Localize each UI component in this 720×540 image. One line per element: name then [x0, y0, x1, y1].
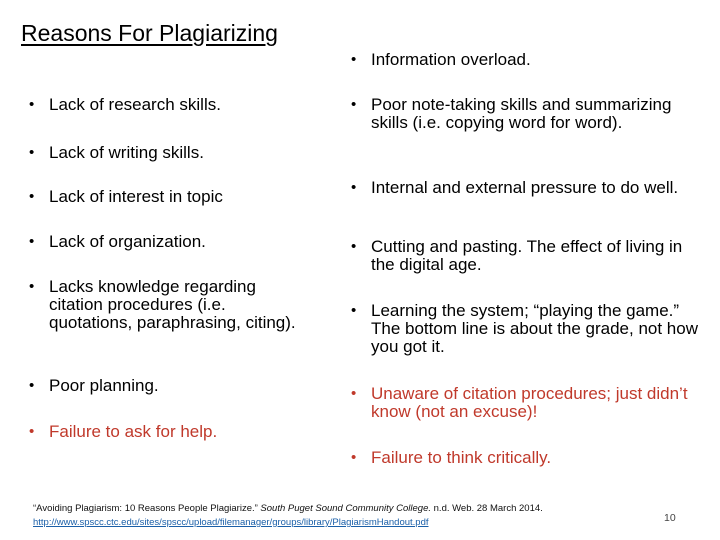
list-item: [351, 385, 706, 421]
citation-title: “Avoiding Plagiarism: 10 Reasons People Plagiarize.”: [33, 503, 258, 514]
citation-source: South Puget Sound Community College.: [260, 503, 431, 514]
citation-date: n.d. Web. 28 March 2014.: [433, 503, 543, 514]
list-item: [29, 377, 329, 395]
reason-text: Information overload.: [371, 50, 531, 69]
reason-text: Lack of interest in topic: [49, 187, 223, 206]
bullet-icon: •: [351, 51, 357, 68]
list-item: [351, 449, 706, 467]
list-item: [351, 238, 696, 274]
bullet-icon: •: [29, 423, 35, 440]
list-item: [29, 278, 309, 332]
list-item: [29, 144, 329, 162]
bullet-icon: •: [29, 233, 35, 250]
reason-text: Lack of research skills.: [49, 95, 221, 114]
reason-text: Failure to think critically.: [371, 448, 552, 467]
bullet-icon: •: [351, 96, 357, 113]
list-item: [351, 51, 706, 69]
list-item: [29, 233, 329, 251]
list-item: [351, 302, 706, 356]
page-number: 10: [664, 512, 676, 524]
citation-footer: [33, 502, 623, 530]
reason-text: Lack of writing skills.: [49, 143, 204, 162]
bullet-icon: •: [29, 188, 35, 205]
list-item: [29, 96, 329, 114]
reason-text: Learning the system; “playing the game.” The bottom line is about the grade, not how you got it.: [371, 301, 698, 356]
bullet-icon: •: [351, 385, 357, 402]
reason-text: Lacks knowledge regarding citation procedures (i.e. quotations, paraphrasing, citing).: [49, 277, 296, 332]
list-item: [351, 96, 696, 132]
reason-text: Failure to ask for help.: [49, 422, 218, 441]
bullet-icon: •: [29, 278, 35, 295]
bullet-icon: •: [351, 449, 357, 466]
list-item: [29, 423, 329, 441]
reason-text: Poor note-taking skills and summarizing skills (i.e. copying word for word).: [371, 95, 672, 132]
reason-text: Lack of organization.: [49, 232, 206, 251]
bullet-icon: •: [29, 96, 35, 113]
bullet-icon: •: [351, 238, 357, 255]
bullet-icon: •: [351, 302, 357, 319]
reason-text: Internal and external pressure to do well.: [371, 178, 679, 197]
citation-link[interactable]: http://www.spscc.ctc.edu/sites/spscc/upload/filemanager/groups/library/PlagiarismHandout.pdf: [33, 517, 429, 528]
citation-line: [33, 502, 623, 516]
bullet-icon: •: [29, 144, 35, 161]
reason-text: Unaware of citation procedures; just didn’t know (not an excuse)!: [371, 384, 688, 421]
reason-text: Poor planning.: [49, 376, 159, 395]
bullet-icon: •: [29, 377, 35, 394]
bullet-icon: •: [351, 179, 357, 196]
list-item: [29, 188, 329, 206]
list-item: [351, 179, 711, 197]
slide-title: Reasons For Plagiarizing: [21, 20, 278, 46]
reason-text: Cutting and pasting. The effect of living in the digital age.: [371, 237, 683, 274]
